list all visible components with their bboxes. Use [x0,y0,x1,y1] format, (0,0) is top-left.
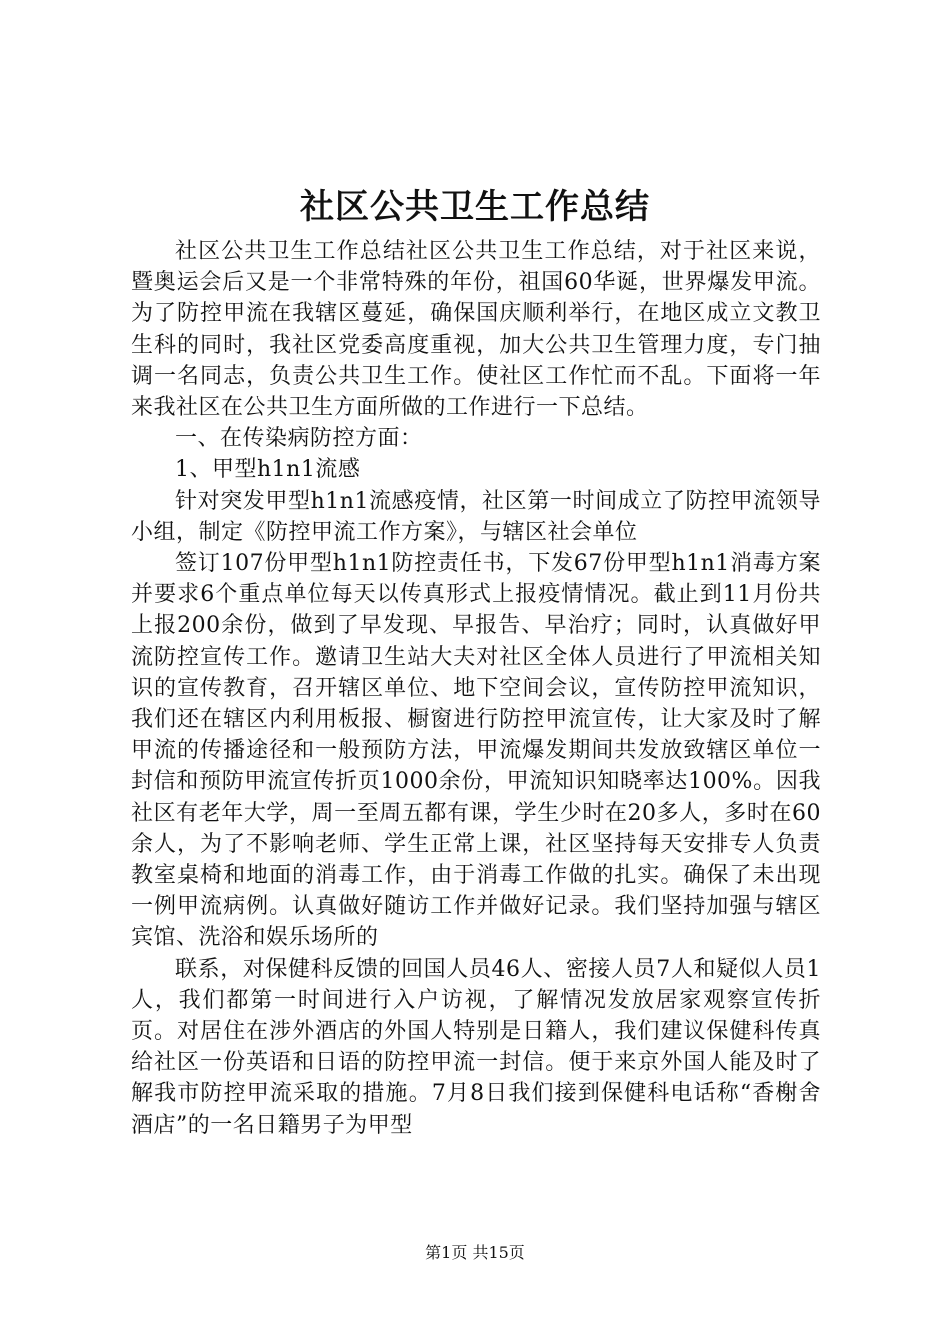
paragraph-intro: 社区公共卫生工作总结社区公共卫生工作总结，对于社区来说，暨奥运会后又是一个非常特殊的年份，祖国60华诞，世界爆发甲流。为了防控甲流在我辖区蔓延，确保国庆顺利举行，在地区成立文教卫生科的同时，我社区党委高度重视，加大公共卫生管理力度，专门抽调一名同志，负责公共卫生工作。使社区工作忙而不乱。下面将一年来我社区在公共卫生方面所做的工作进行一下总结。 [131,239,821,421]
section-heading-infectious-disease: 一、在传染病防控方面： [175,426,423,452]
page-number-footer: 第1页 共15页 [425,1243,525,1262]
paragraph-h1n1-measures: 签订107份甲型h1n1防控责任书，下发67份甲型h1n1消毒方案并要求6个重点单位每天以传真形式上报疫情情况。截止到11月份共上报200余份，做到了早发现、早报告、早治疗；同时，认真做好甲流防控宣传工作。邀请卫生站大夫对社区全体人员进行了甲流相关知识的宣传教育，召开辖区单位、地下空间会议，宣传防控甲流知识，我们还在辖区内利用板报、橱窗进行防控甲流宣传，让大家及时了解甲流的传播途径和一般预防方法，甲流爆发期间共发放致辖区单位一封信和预防甲流宣传折页1000余份，甲流知识知晓率达100%。因我社区有老年大学，周一至周五都有课，学生少时在20多人，多时在60余人，为了不影响老师、学生正常上课，社区坚持每天安排专人负责教室桌椅和地面的消毒工作，由于消毒工作做的扎实。确保了未出现一例甲流病例。认真做好随访工作并做好记录。我们坚持加强与辖区宾馆、洗浴和娱乐场所的 [131,551,821,951]
document-body [131,236,821,1141]
subsection-heading-h1n1: 1、甲型h1n1流感 [175,457,361,483]
paragraph-h1n1-followup: 联系，对保健科反馈的回国人员46人、密接人员7人和疑似人员1人，我们都第一时间进行入户访视，了解情况发放居家观察宣传折页。对居住在涉外酒店的外国人特别是日籍人，我们建议保健科传真给社区一份英语和日语的防控甲流一封信。便于来京外国人能及时了解我市防控甲流采取的措施。7月8日我们接到保健科电话称“香榭舍酒店”的一名日籍男子为甲型 [131,956,821,1138]
paragraph-h1n1-response: 针对突发甲型h1n1流感疫情，社区第一时间成立了防控甲流领导小组，制定《防控甲流工作方案》，与辖区社会单位 [131,488,821,545]
document-title: 社区公共卫生工作总结 [300,187,650,227]
